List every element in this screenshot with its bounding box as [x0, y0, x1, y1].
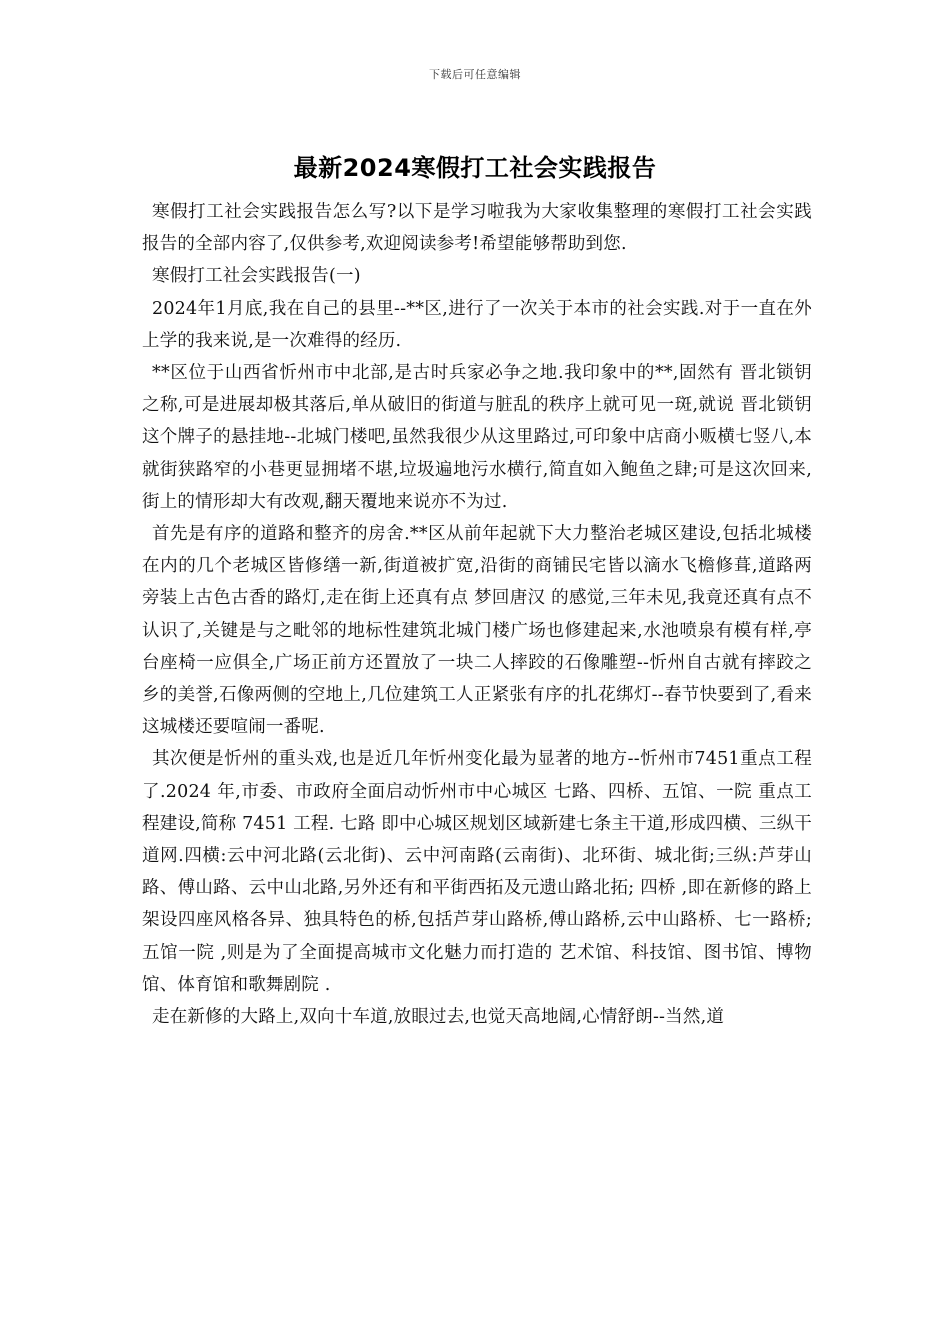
paragraph-opening: 2024年1月底,我在自己的县里--**区,进行了一次关于本市的社会实践.对于一直在外上学的我来说,是一次难得的经历.	[142, 298, 812, 351]
paragraph-road: 走在新修的大路上,双向十车道,放眼过去,也觉天高地阔,心情舒朗--当然,道	[152, 1007, 725, 1028]
paragraph-streets: 首先是有序的道路和整齐的房舍.**区从前年起就下大力整治老城区建设,包括北城楼在内的几个老城区皆修缮一新,街道被扩宽,沿街的商铺民宅皆以滴水飞檐修葺,道路两旁装上古色古香的路灯,走在街上还真有点 梦回唐汉 的感觉,三年未见,我竟还真有点不认识了,关键是与之毗邻的地标性建筑北城门楼广场也修建起来,水池喷泉有模有样,亭台座椅一应俱全,广场正前方还置放了一块二人摔跤的石像雕塑--忻州自古就有摔跤之乡的美誉,石像两侧的空地上,几位建筑工人正紧张有序的扎花绑灯--春节快要到了,看来这城楼还要喧闹一番呢.	[142, 524, 812, 738]
header-note: 下载后可任意编辑	[429, 68, 521, 81]
paragraph-district: **区位于山西省忻州市中北部,是古时兵家必争之地.我印象中的**,固然有 晋北锁钥 之称,可是进展却极其落后,单从破旧的街道与脏乱的秩序上就可见一斑,就说 晋北锁钥 这个牌子的悬挂地--北城门楼吧,虽然我很少从这里路过,可印象中店商小贩横七竖八,本就街狭路窄的小巷更显拥堵不堪,垃圾遍地污水横行,简直如入鲍鱼之肆;可是这次回来,街上的情形却大有改观,翻天覆地来说亦不为过.	[142, 363, 812, 512]
paragraph-project: 其次便是忻州的重头戏,也是近几年忻州变化最为显著的地方--忻州市7451重点工程了.2024 年,市委、市政府全面启动忻州市中心城区 七路、四桥、五馆、一院 重点工程建设,简称 7451 工程. 七路 即中心城区规划区域新建七条主干道,形成四横、三纵干道网.四横:云中河北路(云北街)、云中河南路(云南街)、北环街、城北街;三纵:芦芽山路、傅山路、云中山北路,另外还有和平街西拓及元遗山路北拓; 四桥 ,即在新修的路上架设四座风格各异、独具特色的桥,包括芦芽山路桥,傅山路桥,云中山路桥、七一路桥; 五馆一院 ,则是为了全面提高城市文化魅力而打造的 艺术馆、科技馆、图书馆、博物馆、体育馆和歌舞剧院 .	[142, 749, 812, 995]
document-body	[142, 196, 812, 1033]
paragraph-section-heading: 寒假打工社会实践报告(一)	[152, 266, 361, 287]
paragraph-intro: 寒假打工社会实践报告怎么写?以下是学习啦我为大家收集整理的寒假打工社会实践报告的全部内容了,仅供参考,欢迎阅读参考!希望能够帮助到您.	[142, 202, 812, 255]
document-title: 最新2024寒假打工社会实践报告	[293, 154, 657, 182]
